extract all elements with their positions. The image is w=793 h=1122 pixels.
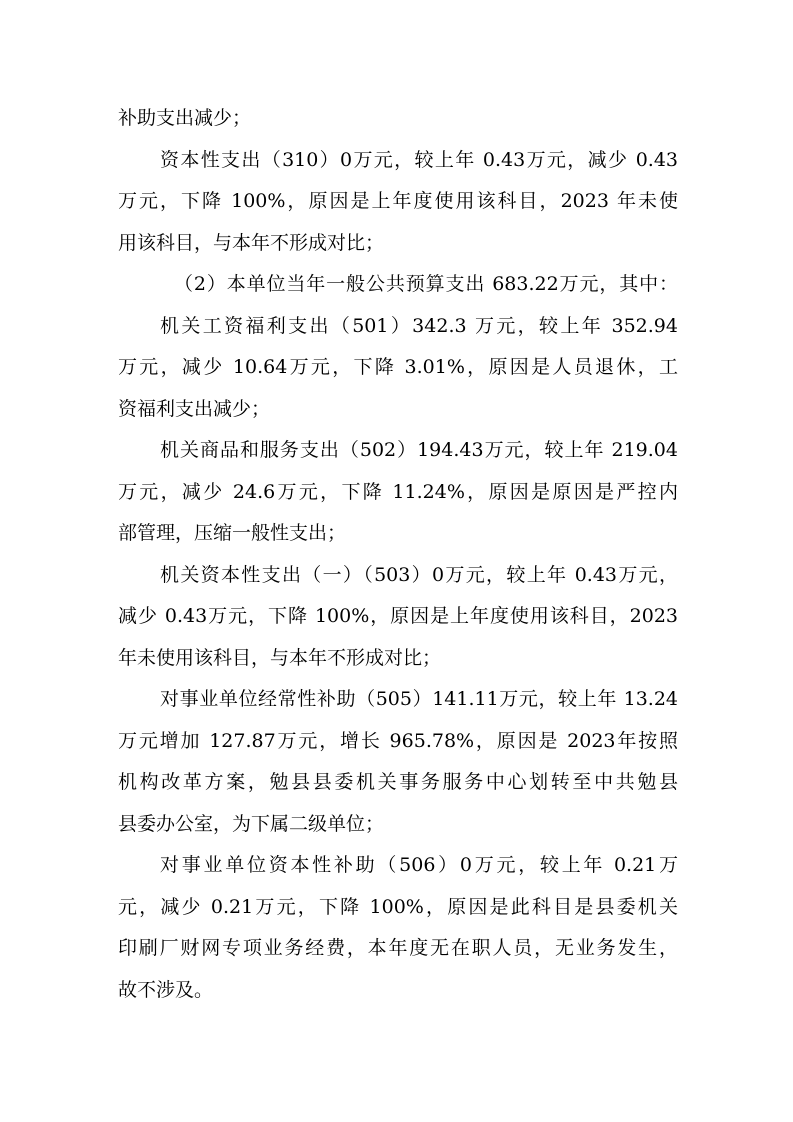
text-line: 年未使用该科目，与本年不形成对比；	[118, 646, 442, 669]
text-line: 故不涉及。	[118, 978, 214, 1001]
text-line: 万元，下降 100%，原因是上年度使用该科目，2023 年未使	[118, 190, 678, 212]
text-line: 机构改革方案，勉县县委机关事务服务中心划转至中共勉县	[118, 771, 678, 793]
text-line: 减少 0.43万元，下降 100%，原因是上年度使用该科目，2023	[118, 605, 678, 627]
document-body	[118, 98, 678, 1011]
text-line: 部管理，压缩一般性支出；	[118, 522, 347, 544]
text-line: 机关工资福利支出（501）342.3 万元，较上年 352.94	[160, 314, 678, 337]
text-line: 对事业单位资本性补助（506）0万元，较上年 0.21万	[160, 854, 678, 876]
text-line: 县委办公室，为下属二级单位；	[118, 812, 385, 835]
text-line: 补助支出减少；	[118, 107, 252, 129]
text-line: 万元增加 127.87万元，增长 965.78%，原因是 2023年按照	[118, 729, 678, 752]
text-line: 万元，减少 10.64万元，下降 3.01%，原因是人员退休，工	[118, 356, 678, 378]
text-line: 资本性支出（310）0万元，较上年 0.43万元，减少 0.43	[160, 148, 678, 171]
text-line: 机关商品和服务支出（502）194.43万元，较上年 219.04	[160, 439, 678, 461]
text-line: （2）本单位当年一般公共预算支出 683.22万元，其中：	[174, 273, 678, 295]
text-line: 对事业单位经常性补助（505）141.11万元，较上年 13.24	[160, 688, 678, 710]
text-line: 元，减少 0.21万元，下降 100%，原因是此科目是县委机关	[118, 895, 678, 918]
text-line: 印刷厂财网专项业务经费，本年度无在职人员，无业务发生，	[118, 937, 678, 959]
text-line: 机关资本性支出（一）（503）0万元，较上年 0.43万元，	[160, 563, 678, 586]
text-line: 资福利支出减少；	[118, 397, 271, 420]
text-line: 用该科目，与本年不形成对比；	[118, 231, 385, 254]
text-line: 万元，减少 24.6万元，下降 11.24%，原因是原因是严控内	[118, 480, 678, 503]
